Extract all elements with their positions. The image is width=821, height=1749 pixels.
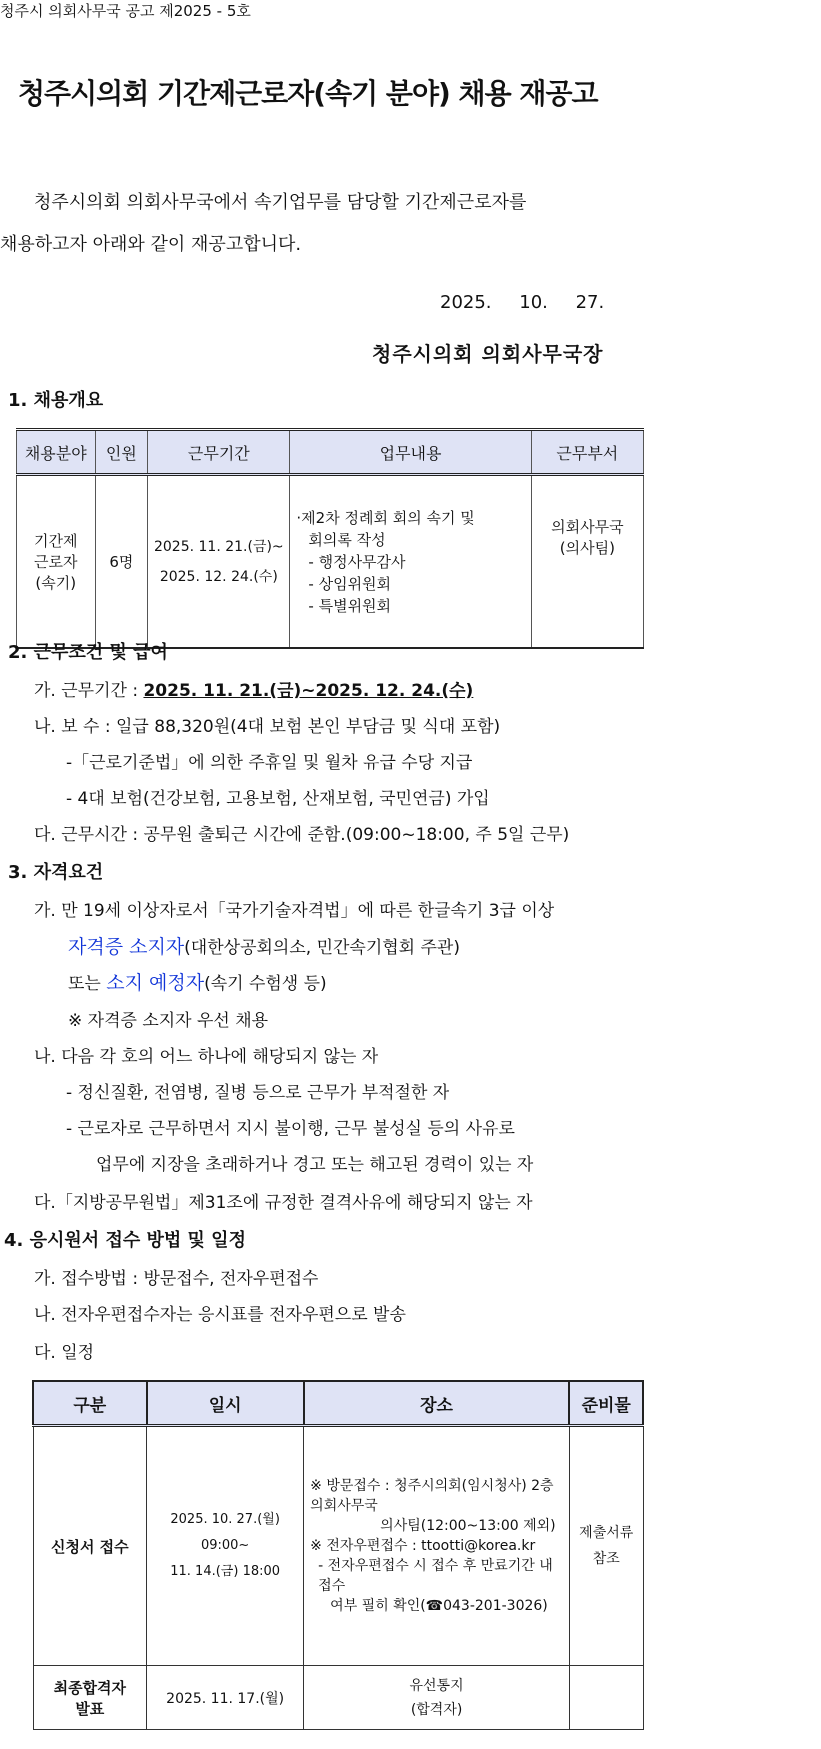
tasks-cell: ·제2차 정례회 회의 속기 및 회의록 작성 - 행정사무감사 - 상임위원회 - 특별위원회 [290,475,531,649]
license-holder-highlight: 자격증 소지자 [68,936,185,958]
qualification-b2: - 근로자로 근무하면서 지시 불이행, 근무 불성실 등의 사유로 [66,1119,515,1139]
col-header: 업무내용 [290,430,531,475]
recruitment-overview-table [16,428,644,649]
col-header: 근무기간 [148,430,290,475]
row-date: 2025. 10. 27.(월) 09:00~ 11. 14.(금) 18:00 [147,1426,304,1666]
section-1-heading: 1. 채용개요 [8,390,104,411]
row-prep [569,1666,643,1730]
col-header: 장소 [304,1381,570,1426]
expected-holder-highlight: 소지 예정자 [106,972,205,994]
application-email-note: 나. 전자우편접수자는 응시표를 전자우편으로 발송 [34,1305,406,1325]
priority-note: ※ 자격증 소지자 우선 채용 [68,1011,269,1031]
col-header: 구분 [33,1381,147,1426]
field-cell: 기간제 근로자 (속기) [17,475,96,649]
qualification-c: 다.「지방공무원법」제31조에 규정한 결격사유에 해당되지 않는 자 [34,1193,533,1213]
qualification-b: 나. 다음 각 호의 어느 하나에 해당되지 않는 자 [34,1047,379,1067]
work-hours: 다. 근무시간 : 공무원 출퇴근 시간에 준함.(09:00~18:00, 주 5일 근무) [34,825,570,845]
period-cell: 2025. 11. 21.(금)~ 2025. 12. 24.(수) [148,475,290,649]
application-method: 가. 접수방법 : 방문접수, 전자우편접수 [34,1269,319,1289]
qualification-b2-cont: 업무에 지장을 초래하거나 경고 또는 해고된 경력이 있는 자 [96,1155,534,1175]
salary-note-1: -「근로기준법」에 의한 주휴일 및 월차 유급 수당 지급 [66,753,473,773]
section-4-heading: 4. 응시원서 접수 방법 및 일정 [4,1230,246,1251]
intro-line-2: 채용하고자 아래와 같이 재공고합니다. [0,234,302,255]
section-3-heading: 3. 자격요건 [8,862,104,883]
row-type: 신청서 접수 [33,1426,147,1666]
row-place: 유선통지 (합격자) [304,1666,570,1730]
schedule-table [32,1380,644,1730]
col-header: 근무부서 [531,430,643,475]
row-date: 2025. 11. 17.(월) [147,1666,304,1730]
qualification-a-line3: 또는 소지 예정자(속기 수험생 등) [68,972,327,994]
dept-cell: 의회사무국 (의사팀) [531,475,643,649]
signer: 청주시의회 의회사무국장 [372,342,604,366]
schedule-label: 다. 일정 [34,1343,95,1363]
qualification-a-line2: 자격증 소지자(대한상공회의소, 민간속기협회 주관) [68,936,460,958]
col-header: 준비물 [569,1381,643,1426]
count-cell: 6명 [95,475,148,649]
col-header: 일시 [147,1381,304,1426]
qualification-b1: - 정신질환, 전염병, 질병 등으로 근무가 부적절한 자 [66,1083,450,1103]
row-place: ※ 방문접수 : 청주시의회(임시청사) 2층 의회사무국 의사팀(12:00~13:00 제외) ※ 전자우편접수 : ttootti@korea.kr - 전자우편접수 시 접수 후 만료기간 내 접수 여부 필히 확인(☎043-201-3026) [304,1426,570,1666]
salary: 나. 보 수 : 일급 88,320원(4대 보험 본인 부담금 및 식대 포함) [34,717,501,737]
notice-number: 청주시 의회사무국 공고 제2025 - 5호 [0,2,251,20]
intro-line-1: 청주시의회 의회사무국에서 속기업무를 담당할 기간제근로자를 [34,192,527,213]
row-type: 최종합격자 발표 [33,1666,147,1730]
row-prep: 제출서류 참조 [569,1426,643,1666]
col-header: 채용분야 [17,430,96,475]
col-header: 인원 [95,430,148,475]
qualification-a: 가. 만 19세 이상자로서「국가기술자격법」에 따른 한글속기 3급 이상 [34,901,555,921]
document-title: 청주시의회 기간제근로자(속기 분야) 채용 재공고 [18,77,598,110]
section-2-heading: 2. 근무조건 및 급여 [8,642,168,663]
salary-note-2: - 4대 보험(건강보험, 고용보험, 산재보험, 국민연금) 가입 [66,789,490,809]
announcement-date: 2025. 10. 27. [440,292,605,313]
work-period-value: 2025. 11. 21.(금)~2025. 12. 24.(수) [143,681,474,701]
work-period: 가. 근무기간 : 2025. 11. 21.(금)~2025. 12. 24.(수) [34,681,474,701]
